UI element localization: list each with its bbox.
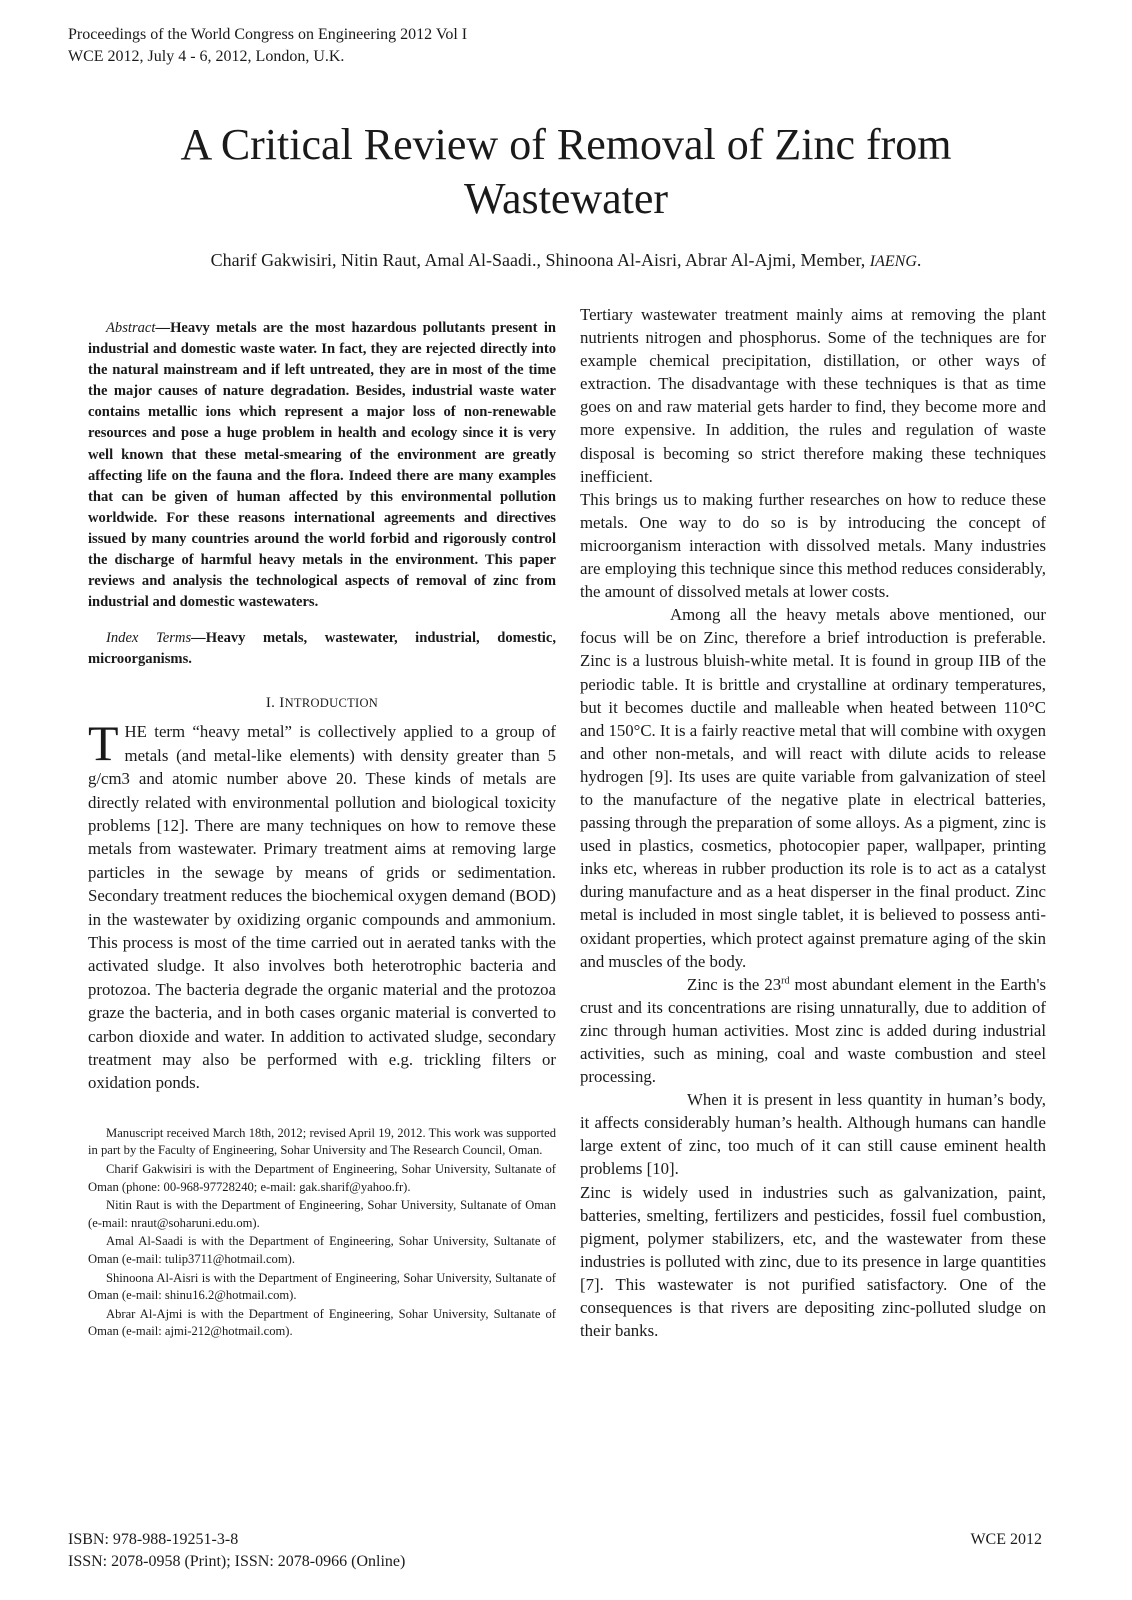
author-org: IAENG	[869, 253, 917, 270]
section-number: I.	[265, 695, 280, 712]
footer-issn: ISSN: 2078-0958 (Print); ISSN: 2078-0966 (Online)	[68, 1553, 406, 1570]
abstract	[88, 318, 556, 613]
author-end: .	[916, 250, 922, 270]
ordinal-superscript: rd	[781, 975, 790, 987]
paragraph-zinc-introduction: Among all the heavy metals above mentioned, our focus will be on Zinc, therefore a brief introduction is preferable. Zinc is a lustrous bluish-white metal. It is found in group IIB of the periodic table. It is brittle and crystalline at ordinary temperatures, but it becomes ductile and malleable when heated between 110°C and 150°C. It is a fairly reactive metal that will combine with oxygen and other non-metals, and will react with dilute acids to release hydrogen [9]. Its uses are quite variable from galvanization of steel to the manufacture of the negative plate in electrical batteries, passing through the preparation of some alloys. As a pigment, zinc is used in plastics, cosmetics, photocopier paper, wallpaper, printing inks etc, whereas in rubber production its role is to act as a catalyst during manufacture and as a heat disperser in the final product. Zinc metal is included in most single tablet, it is believed to possess anti-oxidant properties, which protect against premature aging of the skin and muscles of the body.	[580, 605, 1046, 971]
abstract-label: Abstract	[106, 320, 156, 336]
author-list	[0, 248, 1132, 274]
paper-title	[0, 118, 1132, 226]
footnote-author-2: Nitin Raut is with the Department of Engineering, Sohar University, Sultanate of Oman (e-mail: nraut@soharuni.edu.om).	[88, 1198, 556, 1230]
author-names: Charif Gakwisiri, Nitin Raut, Amal Al-Saadi., Shinoona Al-Aisri, Abrar Al-Ajmi, Member,	[210, 250, 870, 270]
section-title-cap: I	[279, 695, 285, 712]
zinc-abundance-start: Zinc is the 23	[687, 974, 782, 994]
intro-text: HE term “heavy metal” is collectively applied to a group of metals (and metal-like elements) with density greater than 5 g/cm3 and atomic number above 20. These kinds of metals are directly related with environmental pollution and biological toxicity problems [12]. There are many techniques on how to remove these metals from wastewater. Primary treatment aims at removing large particles in the sewage by means of grids or sedimentation. Secondary treatment reduces the biochemical oxygen demand (BOD) in the wastewater by oxidizing organic compounds and ammonium. This process is most of the time carried out in aerated tanks with the activated sludge. It also involves both heterotrophic bacteria and protozoa. The bacteria degrade the organic material and the protozoa graze the bacteria, and in both cases organic material is converted to carbon dioxide and water. In addition to activated sludge, secondary treatment may also be performed with e.g. trickling filters or oxidation ponds.	[88, 722, 556, 1093]
intro-paragraph	[88, 715, 556, 1095]
footnote-manuscript: Manuscript received March 18th, 2012; revised April 19, 2012. This work was supported in part by the Faculty of Engineering, Sohar University and The Research Council, Oman.	[88, 1125, 556, 1158]
running-header-line-1: Proceedings of the World Congress on Engineering 2012 Vol I	[68, 26, 468, 43]
paragraph-tertiary-treatment: Tertiary wastewater treatment mainly aims at removing the plant nutrients nitrogen and phosphorus. Some of the techniques are for example chemical precipitation, distillation, or other ways of extraction. The disadvantage with these techniques is that as time goes on and raw material gets harder to find, they become more and more expensive. In addition, the rules and regulation of waste disposal is becoming so strict therefore making these techniques inefficient.	[580, 305, 1046, 486]
abstract-text: Heavy metals are the most hazardous pollutants present in industrial and domestic waste water. In fact, they are rejected directly into the natural mainstream and if left untreated, they are in most of the time the major causes of nature degradation. Besides, industrial waste water contains metallic ions which represent a major loss of non-renewable resources and pose a huge problem in health and ecology since it is very well known that these metal-smearing of the environment are greatly affecting life on the fauna and the flora. Indeed there are many examples that can be given of human affected by this environmental pollution worldwide. For these reasons international agreements and directives issued by many countries around the world forbid and rigorously control the discharge of harmful heavy metals in the environment. This paper reviews and analysis the technological aspects of removal of zinc from industrial and domestic wastewaters.	[88, 320, 556, 611]
running-header	[68, 24, 467, 68]
running-header-line-2: WCE 2012, July 4 - 6, 2012, London, U.K.	[68, 48, 345, 65]
footnote-author-4: Shinoona Al-Aisri is with the Department of Engineering, Sohar University, Sultanate of Oman (e-mail: shinu16.2@hotmail.com).	[88, 1270, 556, 1303]
paragraph-zinc-health: When it is present in less quantity in human’s body, it affects considerably human’s health. Although humans can handle large extent of zinc, too much of it can still cause eminent health problems [10].	[580, 1090, 1046, 1179]
paper-title-line-2: Wastewater	[463, 174, 669, 223]
index-terms-text: Heavy metals, wastewater, industrial, domestic, microorganisms.	[88, 630, 556, 668]
index-terms-dash: —	[191, 630, 206, 647]
footnote-author-5: Abrar Al-Ajmi is with the Department of Engineering, Sohar University, Sultanate of Oman (e-mail: ajmi-212@hotmail.com).	[88, 1306, 556, 1339]
zinc-abundance-rest: most abundant element in the Earth's crust and its concentrations are rising unnaturally, due to addition of zinc through human activities. Most zinc is added during industrial activities, such as mining, coal and waste combustion and steel processing.	[580, 974, 1046, 1087]
paragraph-zinc-abundance	[580, 973, 1046, 1088]
right-column	[580, 303, 1046, 1342]
left-column	[88, 318, 556, 1342]
section-title-rest: NTRODUCTION	[284, 696, 379, 711]
paragraph-further-research: This brings us to making further researches on how to reduce these metals. One way to do so is by introducing the concept of microorganism interaction with dissolved metals. Many industries are employing this technique since this method reduces considerably, the amount of dissolved metals at lower costs.	[580, 489, 1046, 602]
footer-isbn: ISBN: 978-988-19251-3-8	[68, 1531, 239, 1548]
footnote-author-3: Amal Al-Saadi is with the Department of Engineering, Sohar University, Sultanate of Oman (e-mail: tulip3711@hotmail.com).	[88, 1234, 556, 1266]
footnotes	[88, 1125, 556, 1341]
drop-cap: T	[88, 715, 119, 772]
footer-identifiers	[68, 1529, 405, 1573]
paragraph-zinc-industries: Zinc is widely used in industries such as galvanization, paint, batteries, smelting, fertilizers and pesticides, fossil fuel combustion, pigment, polymer stabilizers, etc, and the wastewater from these industries is polluted with zinc, due to its presence in large quantities [7]. This wastewater is not purified satisfactory. One of the consequences is that rivers are depositing zinc-polluted sludge on their banks.	[580, 1182, 1046, 1341]
index-terms-label: Index Terms	[106, 630, 192, 647]
section-heading-introduction	[88, 695, 556, 712]
paper-title-line-1: A Critical Review of Removal of Zinc from	[180, 120, 952, 169]
footnote-author-1: Charif Gakwisiri is with the Department of Engineering, Sohar University, Sultanate of Oman (phone: 00-968-97728240; e-mail: gak.sharif@yahoo.fr).	[88, 1162, 556, 1194]
footer-conference: WCE 2012	[970, 1531, 1042, 1548]
index-terms	[88, 628, 556, 670]
abstract-dash: —	[155, 320, 171, 336]
